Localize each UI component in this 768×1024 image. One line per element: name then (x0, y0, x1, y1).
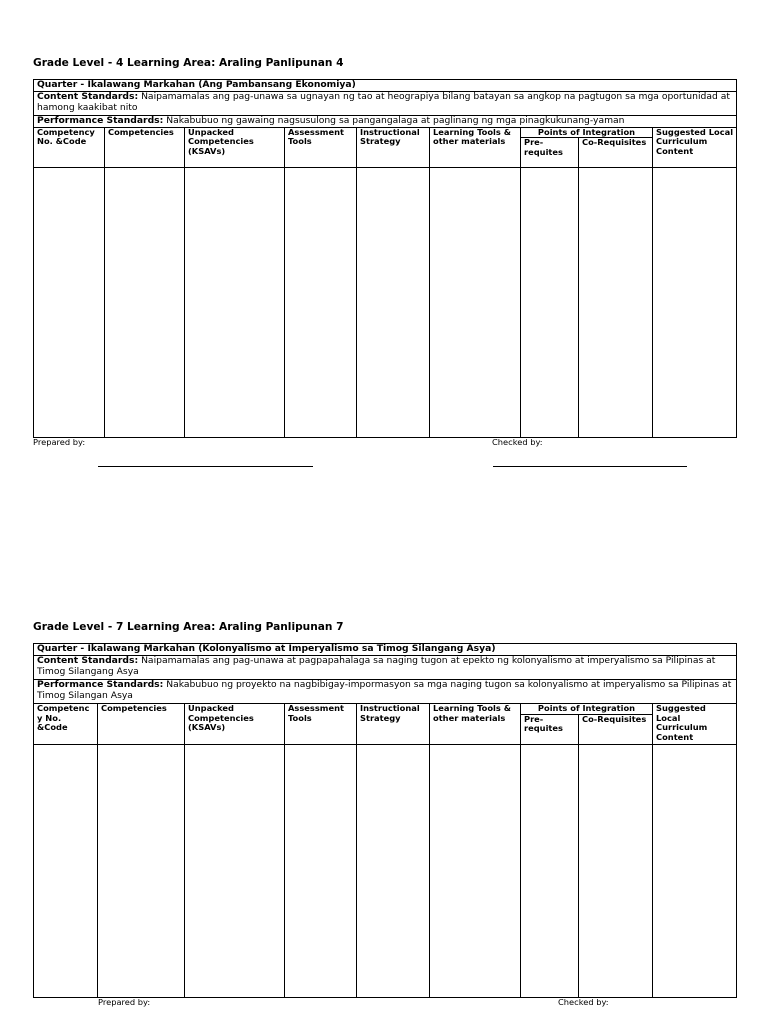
prepared-by-signature-line (98, 466, 313, 467)
performance-standards-label: Performance Standards: (37, 679, 164, 690)
empty-cell (357, 168, 430, 438)
quarter-row: Quarter - Ikalawang Markahan (Ang Pambansang Ekonomiya) (34, 80, 737, 92)
prepared-by-label: Prepared by: (33, 437, 86, 447)
empty-cell (521, 744, 579, 997)
empty-cell (579, 744, 653, 997)
checked-by-label: Checked by: (558, 997, 609, 1007)
empty-cell (521, 168, 579, 438)
col-header-competency-no: Competenc y No. &Code (34, 704, 98, 745)
performance-standards-label: Performance Standards: (37, 115, 164, 126)
empty-cell (579, 168, 653, 438)
col-header-competencies: Competencies (98, 704, 185, 745)
performance-standards-text: Nakabubuo ng proyekto na nagbibigay-impormasyon sa mga naging tugon sa kolonyalismo at imperyalismo sa Pilipinas at Timog Silangan Asya (37, 679, 732, 701)
empty-cell (98, 744, 185, 997)
curriculum-table (33, 643, 737, 998)
col-header-strategy: Instructional Strategy (357, 127, 430, 168)
col-header-tools: Learning Tools & other materials (430, 704, 521, 745)
content-standards-row (34, 92, 737, 116)
performance-standards-row (34, 680, 737, 704)
checked-by-signature-line (493, 466, 687, 467)
performance-standards-row (34, 116, 737, 128)
col-header-assessment: Assessment Tools (285, 704, 357, 745)
col-header-suggested: Suggested Local Curriculum Content (653, 127, 737, 168)
empty-cell (285, 168, 357, 438)
empty-cell (34, 744, 98, 997)
quarter-row: Quarter - Ikalawang Markahan (Kolonyalismo at Imperyalismo sa Timog Silangang Asya) (34, 644, 737, 656)
empty-cell (430, 168, 521, 438)
empty-cell (653, 744, 737, 997)
col-header-unpacked: Unpacked Competencies (KSAVs) (185, 704, 285, 745)
col-header-suggested: Suggested Local Curriculum Content (653, 704, 737, 745)
col-header-assessment: Assessment Tools (285, 127, 357, 168)
performance-standards-text: Nakabubuo ng gawaing nagsusulong sa pangangalaga at paglinang ng mga pinagkukunang-yaman (166, 115, 625, 126)
content-standards-text: Naipamamalas ang pag-unawa at pagpapahalaga sa naging tugon at epekto ng kolonyalismo at imperyalismo sa Pilipinas at Timog Silangang Asya (37, 655, 716, 677)
content-standards-row (34, 656, 737, 680)
col-header-competency-no: Competency No. &Code (34, 127, 105, 168)
col-header-integration: Points of Integration (521, 704, 653, 715)
empty-cell (285, 744, 357, 997)
content-standards-text: Naipamamalas ang pag-unawa sa ugnayan ng tao at heograpiya bilang batayan sa angkop na pagtugon sa mga oportunidad at hamong kaakibat nito (37, 91, 730, 113)
empty-cell (430, 744, 521, 997)
section-title: Grade Level - 4 Learning Area: Araling Panlipunan 4 (33, 57, 344, 69)
col-header-coreq: Co-Requisites (579, 714, 653, 744)
content-standards-label: Content Standards: (37, 655, 139, 666)
col-header-integration: Points of Integration (521, 127, 653, 138)
col-header-competencies: Competencies (105, 127, 185, 168)
empty-cell (185, 744, 285, 997)
col-header-unpacked: Unpacked Competencies (KSAVs) (185, 127, 285, 168)
col-header-tools: Learning Tools & other materials (430, 127, 521, 168)
empty-cell (653, 168, 737, 438)
curriculum-table (33, 79, 737, 438)
col-header-prereq: Pre-requites (521, 138, 579, 168)
empty-cell (34, 168, 105, 438)
content-standards-label: Content Standards: (37, 91, 139, 102)
checked-by-label: Checked by: (492, 437, 543, 447)
empty-cell (105, 168, 185, 438)
col-header-coreq: Co-Requisites (579, 138, 653, 168)
section-title: Grade Level - 7 Learning Area: Araling Panlipunan 7 (33, 621, 344, 633)
empty-cell (357, 744, 430, 997)
empty-cell (185, 168, 285, 438)
prepared-by-label: Prepared by: (98, 997, 151, 1007)
col-header-prereq: Pre-requites (521, 714, 579, 744)
col-header-strategy: Instructional Strategy (357, 704, 430, 745)
